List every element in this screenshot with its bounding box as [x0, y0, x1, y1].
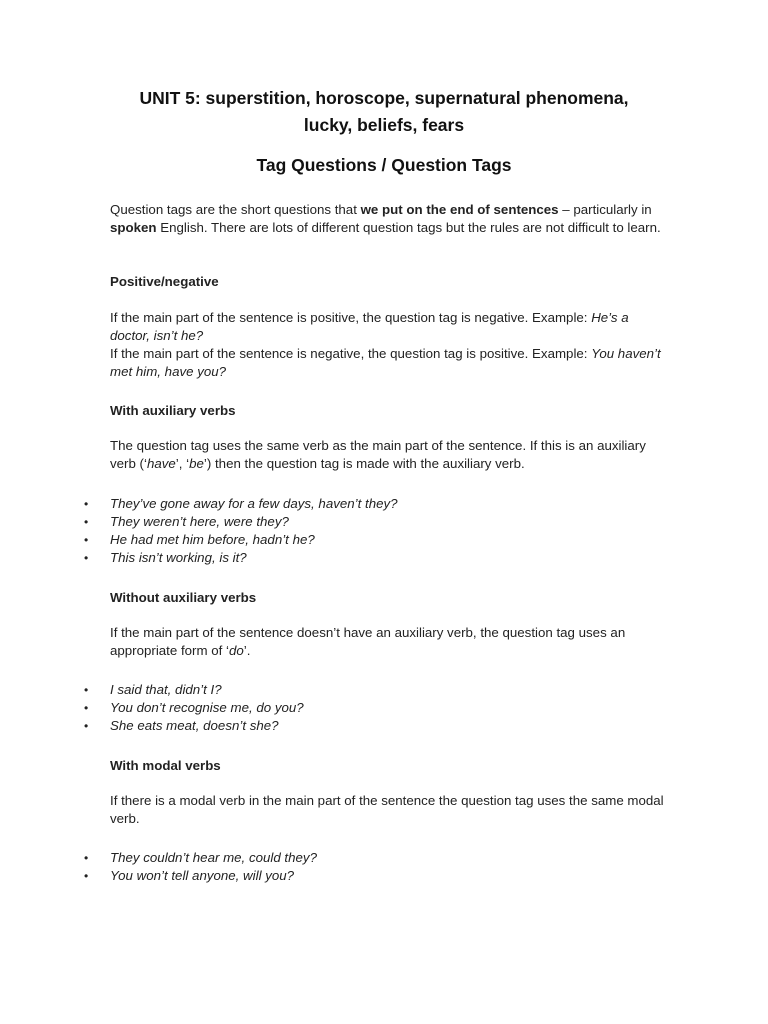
list-item: [0, 849, 700, 867]
rule-positive-text: If the main part of the sentence is positive, the question tag is negative. Example:: [110, 310, 592, 325]
auxiliary-text-b: ’, ‘: [175, 456, 190, 471]
bullet-icon: •: [84, 683, 89, 697]
example-text: You don’t recognise me, do you?: [110, 700, 304, 715]
auxiliary-paragraph: [110, 437, 665, 473]
list-item: [0, 549, 700, 567]
modal-paragraph: If there is a modal verb in the main part of the sentence the question tag uses the same modal verb.: [110, 793, 664, 826]
bullet-icon: •: [84, 515, 89, 529]
without-auxiliary-paragraph: [110, 624, 665, 660]
list-item: [0, 531, 700, 549]
list-item: [0, 681, 700, 699]
example-text: She eats meat, doesn’t she?: [110, 718, 279, 733]
example-text: You won’t tell anyone, will you?: [110, 868, 295, 883]
section-heading-modal: With modal verbs: [110, 758, 221, 773]
unit-title-line-2: lucky, beliefs, fears: [303, 115, 465, 135]
bullet-icon: •: [84, 869, 89, 883]
list-item: [0, 867, 700, 885]
example-text: I said that, didn’t I?: [110, 682, 222, 697]
intro-text-2: – particularly in: [558, 202, 652, 217]
auxiliary-verb-be: be: [189, 456, 204, 471]
list-item: [0, 513, 700, 531]
bullet-icon: •: [84, 719, 89, 733]
section-heading-without-auxiliary: Without auxiliary verbs: [110, 590, 257, 605]
rule-negative-text: If the main part of the sentence is negative, the question tag is positive. Example:: [110, 346, 592, 361]
lesson-subtitle: Tag Questions / Question Tags: [256, 155, 512, 175]
unit-title-line-1: UNIT 5: superstition, horoscope, supernatural phenomena,: [139, 88, 629, 108]
bullet-icon: •: [84, 551, 89, 565]
example-text: They’ve gone away for a few days, haven’t they?: [110, 496, 398, 511]
list-item: [0, 699, 700, 717]
without-auxiliary-verb-do: do: [229, 643, 244, 658]
bullet-icon: •: [84, 533, 89, 547]
positive-negative-paragraph: [110, 309, 665, 381]
auxiliary-verb-have: have: [146, 456, 176, 471]
auxiliary-text-c: ’) then the question tag is made with the auxiliary verb.: [203, 456, 525, 471]
example-text: They couldn’t hear me, could they?: [110, 850, 317, 865]
bullet-icon: •: [84, 851, 89, 865]
without-auxiliary-text-b: ’.: [243, 643, 251, 658]
intro-bold-2: spoken: [110, 220, 157, 235]
section-heading-auxiliary: With auxiliary verbs: [110, 403, 236, 418]
list-item: [0, 717, 700, 735]
without-auxiliary-text-a: If the main part of the sentence doesn’t have an auxiliary verb, the question tag uses an appropriate form of ‘: [110, 625, 626, 658]
intro-text-1: Question tags are the short questions that: [110, 202, 361, 217]
example-text: This isn’t working, is it?: [110, 550, 247, 565]
bullet-icon: •: [84, 497, 89, 511]
intro-bold-1: we put on the end of sentences: [360, 202, 559, 217]
list-item: [0, 495, 700, 513]
intro-paragraph: [110, 201, 665, 237]
bullet-icon: •: [84, 701, 89, 715]
rule-negative-example: You haven’t met him, have you?: [110, 346, 661, 379]
auxiliary-text-a: The question tag uses the same verb as the main part of the sentence. If this is an auxiliary verb (‘: [110, 438, 646, 471]
example-text: They weren’t here, were they?: [110, 514, 289, 529]
rule-positive-example: He’s a doctor, isn’t he?: [110, 310, 629, 343]
section-heading-positive-negative: Positive/negative: [110, 274, 219, 289]
intro-text-3: English. There are lots of different question tags but the rules are not difficult to learn.: [156, 220, 661, 235]
example-text: He had met him before, hadn’t he?: [110, 532, 315, 547]
